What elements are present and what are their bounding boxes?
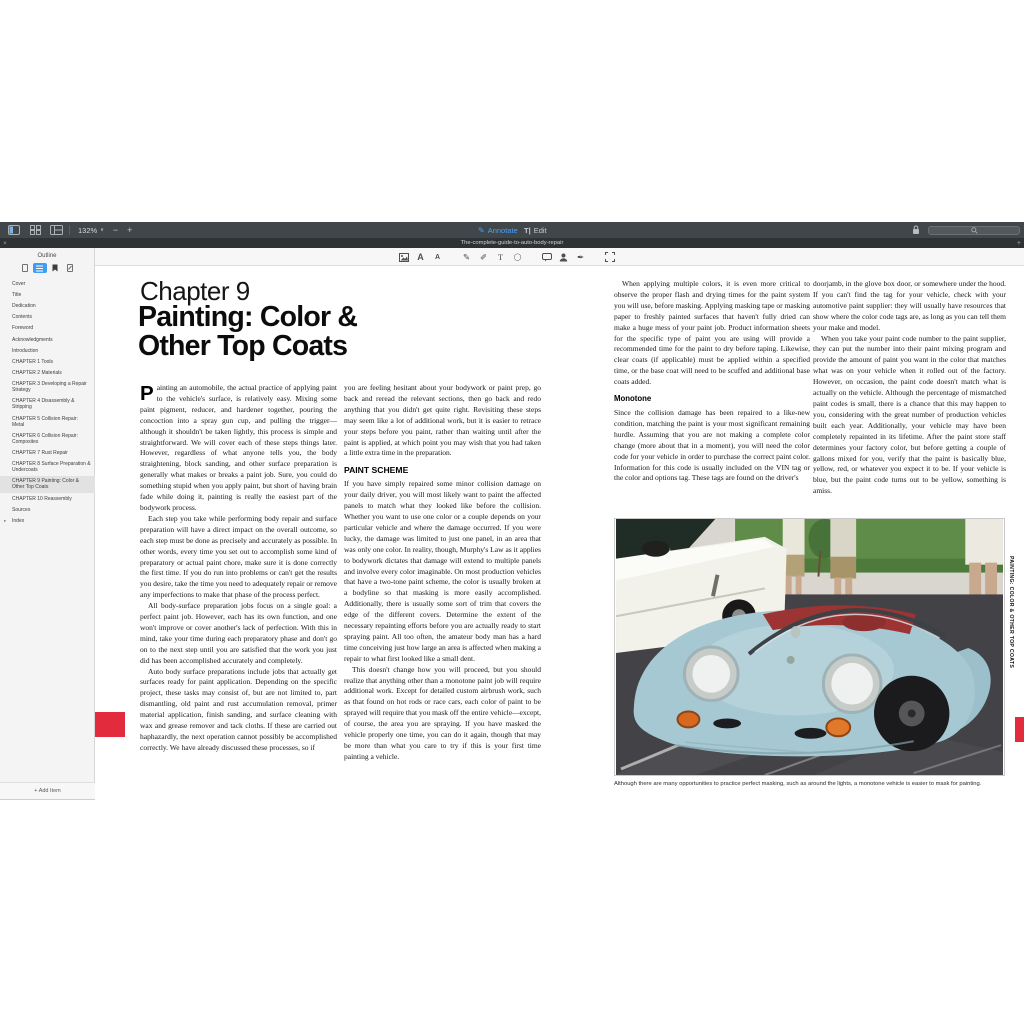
annotate-label: Annotate [487, 225, 518, 235]
annotate-pencil-icon: ✎ [478, 225, 485, 235]
body-paragraph: This doesn't change how you will proceed, but you should realize that anything other than a monotone paint job will require additional work. Except for detailed custom airbrush work, such as that found on hot rods or race cars, each color of paint to be sprayed will require that you mask off the entire vehicle—except, of course, the area you are spraying. If you have masked the vehicle properly one time, you can do it again, though that may be more than what you care to try if this is your first time painting a vehicle. [344, 664, 541, 761]
body-paragraph: When you take your paint code number to the paint supplier, they can put the number into their paint mixing program and provide the amount of paint you want in the color that matches what was on your vehicle when it rolled out of the factory. However, on occasion, the paint code doesn't match what is actually on the vehicle. Although the percentage of mismatched paint codes is small, there is a chance that this may happen to you, considering with the great number of production vehicles built each year. Additionally, your vehicle may have been completely repainted in its lifetime. After the paint store staff determines your factory color, but before getting a couple of gallons mixed for you, verify that the paint is basically blue, yellow, red, or whatever you expect it to be. If your vehicle is blue, but the paint code turns out to be yellow, something is amiss. [813, 333, 1006, 496]
text-tool-icon[interactable]: T [497, 252, 504, 262]
highlighter-tool-icon[interactable]: ✐ [479, 251, 488, 262]
chapter-tab-marker-left [95, 712, 125, 737]
outline-item-dedication[interactable]: Dedication [12, 302, 36, 309]
page-edge-running-title: PAINTING: COLOR & OTHER TOP COATS [1008, 556, 1014, 669]
subsection-heading-monotone: Monotone [614, 394, 652, 404]
figure-photo-roadster [614, 518, 1005, 776]
sidebar-title: Outline [37, 253, 57, 259]
body-paragraph: If you have simply repaired some minor collision damage on your daily driver, you will most likely want to paint the affected panels to match what they looked like before the collision. Whether you want to use one color or a couple depends on your particular vehicle and where the damage occurred. If you were lucky, the damage was limited to just one panel, in an area that was only one color. In reality, though, Murphy's Law as it applies to bodywork dictates that damage will extend to multiple panels and involve every color imaginable. On most production vehicles that have a two-tone paint scheme, the color is usually broken at a bodyline so that masking is more easily accomplished. Additionally, there is usually some sort of trim that covers the edge of the different covers. Determine the extent of the necessary repainting efforts before you are actually ready to start spraying paint. All too often, the amateur body man has a hard time conceiving just how large an area is affected when making a repair to what first looked like a small dent. [344, 479, 541, 663]
outline-item-chapter-6[interactable]: CHAPTER 6 Collision Repair: Composites [12, 432, 78, 445]
body-paragraph: All body-surface preparation jobs focus on a single goal: a perfect paint job. However, each has its own function, and one won't improve or cover another's lack of perfection. With this in mind, take your time during each preparatory phase and don't go on to the next step until you are satisfied that the work you just did has been accomplished accurately and completely. [140, 601, 337, 665]
chapter-title-line2: Other Top Coats [138, 329, 348, 362]
bookmarks-tab-icon[interactable] [48, 263, 62, 273]
outline-item-title[interactable]: Title [12, 291, 22, 298]
grid-view-icon[interactable] [28, 225, 42, 236]
font-style-large-icon[interactable]: A [417, 252, 424, 262]
image-stamp-icon[interactable] [398, 251, 410, 263]
outline-item-chapter-10[interactable]: CHAPTER 10 Reassembly [12, 495, 72, 502]
chapter-number-label: Chapter 9 [140, 276, 250, 306]
document-tab-title[interactable]: The-complete-guide-to-auto-body-repair [460, 240, 564, 246]
outline-item-index[interactable]: ▸ Index [4, 517, 25, 524]
lock-icon[interactable] [912, 225, 920, 237]
outline-sidebar [0, 248, 95, 800]
add-item-button[interactable]: + Add Item [0, 782, 95, 799]
signature-tool-icon[interactable]: ✒ [576, 251, 585, 262]
right-page-column-2 [813, 279, 1006, 497]
chapter-tab-marker-right [1015, 717, 1024, 742]
outline-item-chapter-3[interactable]: CHAPTER 3 Developing a Repair Strategy [12, 381, 87, 394]
outline-item-chapter-2[interactable]: CHAPTER 2 Materials [12, 370, 62, 377]
disclosure-triangle-icon[interactable]: ▸ [4, 517, 7, 523]
outline-item-introduction[interactable]: Introduction [12, 347, 39, 354]
thumbnails-view-icon[interactable] [49, 225, 63, 236]
search-input[interactable] [928, 226, 1020, 235]
chapter-title [138, 303, 357, 360]
outline-item-sources[interactable]: Sources [12, 506, 31, 513]
section-heading-paint-scheme: PAINT SCHEME [344, 465, 409, 476]
body-paragraph: Each step you take while performing body repair and surface preparation will have a direct impact on the overall outcome, so each step must be done as precisely and accurately as possible. In other words, every time you set out to accomplish some kind of preparatory or actual paint chore, make sure it is done correctly the first time. If you do run into problems or can't get the results you desire, take the time you need to adequately repair or remove any imperfections to make that phase of the process perfect. [140, 513, 337, 600]
outline-item-cover[interactable]: Cover [12, 280, 26, 287]
outline-item-contents[interactable]: Contents [12, 314, 33, 321]
sidebar-tab-switcher [0, 263, 94, 273]
new-tab-icon[interactable]: + [1016, 239, 1021, 247]
thumbnails-tab-icon[interactable] [18, 263, 32, 273]
sidebar-toggle-icon[interactable] [7, 225, 21, 236]
annotations-tab-icon[interactable] [63, 263, 77, 273]
outline-item-chapter-1[interactable]: CHAPTER 1 Tools [12, 358, 54, 365]
annotation-toolbar [95, 248, 1024, 266]
outline-item-chapter-4[interactable]: CHAPTER 4 Disassembly & Stripping [12, 398, 75, 411]
drop-cap: P [140, 382, 154, 405]
outline-tab-icon[interactable] [33, 263, 47, 273]
font-style-small-icon[interactable]: A [434, 253, 441, 261]
toolbar-divider [69, 225, 70, 235]
body-paragraph: Painting an automobile, the actual practice of applying paint to the vehicle's surface, is relatively easy. Mixing some paint pigment, reducer, and hardener together, pouring the concoction into a spray gun cup, and pulling the trigger—although it shouldn't be taken lightly, this process is simple and straightforward. We will cover each of these steps things later. However, regardless of what anyone tells you, the body straightening, block sanding, and other surface preparation is generally what makes or breaks a paint job. Sure, you could do something stupid when you apply paint, but short of having brain fade while doing it, painting is really the easiest part of the bodywork process. [140, 382, 337, 512]
outline-item-foreword[interactable]: Foreword [12, 325, 34, 332]
outline-item-chapter-5[interactable]: CHAPTER 5 Collision Repair: Metal [12, 415, 78, 428]
document-tab-bar [0, 238, 1024, 248]
search-icon [971, 227, 978, 234]
body-paragraph: you are feeling hesitant about your bodywork or paint prep, go back and reread the relevant sections, then go back and redo anything that you didn't get quite right. Revisiting these steps may seem like a lot of additional work, but it is easier to retrace your steps before you paint, rather than waiting until after the paint is applied, at which point you may wish that you had taken a little extra time in the preparation. [344, 383, 541, 458]
outline-item-chapter-7[interactable]: CHAPTER 7 Rust Repair [12, 450, 68, 457]
outline-item-acknowledgments[interactable]: Acknowledgments [12, 336, 53, 343]
edit-label: Edit [533, 225, 547, 235]
body-paragraph: doorjamb, in the glove box door, or somewhere under the hood. If you can't find the tag for your vehicle, check with your automotive paint supplier: they will usually have resources that show where the color code tags are, as long as you can tell them your make and model. [813, 279, 1006, 332]
zoom-in-button[interactable]: + [127, 225, 133, 235]
selection-tool-icon[interactable] [604, 251, 616, 263]
left-page-column-1 [140, 383, 337, 754]
comment-tool-icon[interactable] [541, 251, 553, 263]
chapter-title-line1: Painting: Color & [138, 301, 358, 333]
outline-item-chapter-9-selected[interactable]: CHAPTER 9 Painting: Color & Other Top Coats [0, 476, 95, 493]
zoom-level-value[interactable]: 132% [78, 225, 98, 235]
close-tab-icon[interactable]: × [3, 239, 7, 247]
outline-list [0, 278, 95, 527]
edit-button[interactable] [524, 222, 547, 238]
shape-tool-icon[interactable]: ◯ [513, 254, 522, 261]
zoom-out-button[interactable]: − [112, 225, 119, 235]
body-paragraph: When applying multiple colors, it is even more critical to observe the proper flash and drying times for the paint system you will use, before masking. Applying masking tape or masking paper to freshly painted surfaces that haven't fully dried can make a huge mess of your paint job. Product information sheets for the specific type of paint you are using will provide a recommended time for the paint to dry before taping. Likewise, clear coats (if applicable) must be applied within a specified time, or the base coat will need to be scuffed and additional base coats added. [614, 279, 810, 387]
main-toolbar [0, 222, 1024, 238]
figure-caption: Although there are many opportunities to practice perfect masking, such as around the lights, a monotone vehicle is easier to mask for painting. [614, 781, 982, 787]
pencil-tool-icon[interactable]: ✎ [462, 251, 471, 262]
outline-item-chapter-8[interactable]: CHAPTER 8 Surface Preparation & Undercoats [12, 461, 91, 474]
stamp-person-icon[interactable] [558, 251, 570, 263]
body-paragraph: Auto body surface preparations include jobs that actually get surfaces ready for paint application. Depending on the specific project, these tasks may consist of, but are not limited to, part dismantling, old paint and rust accumulation removal, primer material application, finish sanding, and surface cleaning with wax and grease remover and tack cloths. If these are carried out haphazardly, the next operation cannot possibly be accomplished correctly. We have already discussed these processes, so if [140, 666, 337, 752]
annotate-button[interactable] [478, 222, 518, 238]
left-page-column-2 [344, 383, 541, 763]
chevron-down-icon[interactable]: ∨ [100, 227, 104, 233]
edit-text-icon: T| [524, 225, 531, 235]
body-paragraph: Since the collision damage has been repaired to a like-new condition, matching the paint is your most significant remaining hurdle. Assuming that you are not making a complete color change (more about that in a moment), you will need the color code for your vehicle in order to purchase the correct paint color. Information for this code is usually included on the VIN tag or the color and options tag. These tags are found on the driver's [614, 407, 810, 483]
right-page-column-1 [614, 279, 810, 484]
